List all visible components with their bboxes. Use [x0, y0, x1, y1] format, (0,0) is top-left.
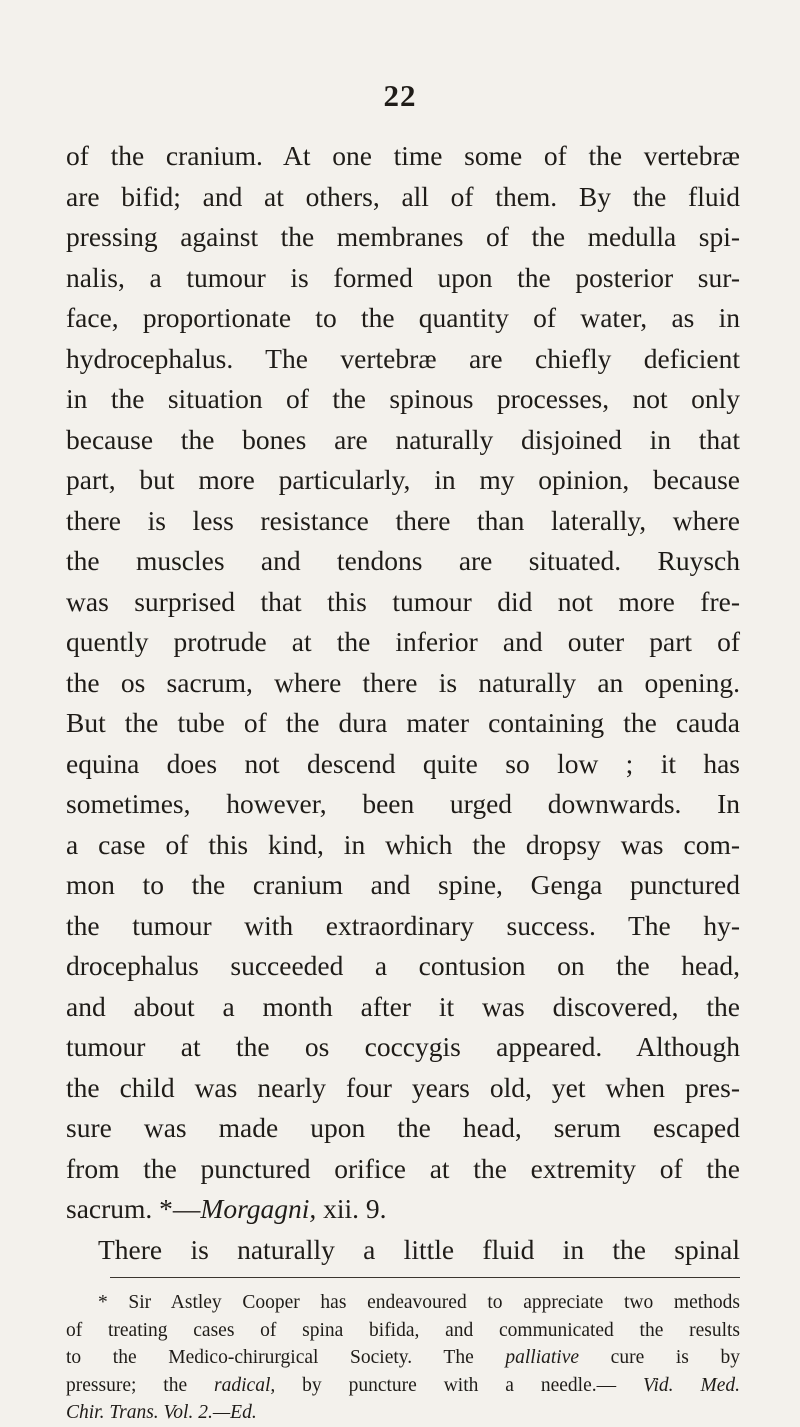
text-line: there is less resistance there than laterally, where: [66, 504, 740, 536]
text-line: sure was made upon the head, serum escaped: [66, 1112, 740, 1143]
text-line: are bifid; and at others, all of them. By the fluid: [66, 180, 740, 212]
footnote-text: pressure; the: [66, 1374, 215, 1396]
text-line: from the punctured orifice at the extremity of the: [66, 1152, 740, 1184]
footnote-italic: palliative: [505, 1347, 580, 1368]
text-line: nalis, a tumour is formed upon the posterior sur-: [66, 261, 740, 293]
text-line: a case of this kind, in which the dropsy was com-: [66, 828, 740, 860]
text-line: in the situation of the spinous processes, not only: [66, 383, 740, 414]
footnote-divider: [110, 1277, 740, 1278]
text-line: mon to the cranium and spine, Genga punctured: [66, 869, 740, 900]
text-line: because the bones are naturally disjoined in that: [66, 423, 740, 455]
footnote-line: [66, 1372, 740, 1400]
text-line: the os sacrum, where there is naturally an opening.: [66, 666, 740, 698]
citation-line: [66, 1189, 740, 1230]
footnote-italic: radical,: [214, 1374, 276, 1396]
text-line: hydrocephalus. The vertebræ are chiefly deficient: [66, 342, 740, 374]
text-line: the muscles and tendons are situated. Ruysch: [66, 545, 740, 576]
text-line: the tumour with extraordinary success. The hy-: [66, 909, 740, 941]
citation-suffix: xii. 9.: [316, 1193, 387, 1224]
footnote-italic: Chir. Trans. Vol. 2.—Ed.: [66, 1402, 257, 1423]
footnote-line: [66, 1399, 740, 1427]
text-line: the child was nearly four years old, yet when pres-: [66, 1071, 740, 1103]
footnote-line: of treating cases of spina bifida, and communicated the results: [66, 1319, 740, 1341]
text-line: drocephalus succeeded a contusion on the head,: [66, 950, 740, 981]
footnote-text: to the Medico-chirurgical Society. The: [66, 1347, 506, 1368]
footnote-text: by puncture with a needle.—: [275, 1374, 644, 1396]
text-line: sometimes, however, been urged downwards. In: [66, 788, 740, 819]
footnote: [66, 1289, 740, 1427]
text-line: But the tube of the dura mater containing the cauda: [66, 707, 740, 738]
text-line: tumour at the os coccygis appeared. Although: [66, 1031, 740, 1062]
text-line: There is naturally a little fluid in the spinal: [98, 1233, 740, 1265]
citation-author: Morgagni,: [200, 1193, 317, 1224]
text-line: face, proportionate to the quantity of water, as in: [66, 302, 740, 333]
text-line: pressing against the membranes of the medulla spi-: [66, 221, 740, 252]
text-line: part, but more particularly, in my opinion, because: [66, 464, 740, 495]
footnote-italic: Vid. Med.: [643, 1374, 740, 1396]
text-line: was surprised that this tumour did not more fre-: [66, 585, 740, 617]
text-line: equina does not descend quite so low ; it has: [66, 747, 740, 779]
footnote-text: cure is by: [579, 1347, 741, 1368]
text-line: of the cranium. At one time some of the vertebræ: [66, 140, 740, 171]
body-text: [66, 136, 740, 1270]
text-line: quently protrude at the inferior and outer part of: [66, 626, 740, 657]
text-line: and about a month after it was discovered, the: [66, 990, 740, 1022]
footnote-line: * Sir Astley Cooper has endeavoured to appreciate two methods: [98, 1292, 740, 1313]
citation-prefix: sacrum. *—: [66, 1193, 201, 1224]
footnote-line: [66, 1344, 740, 1372]
page-number: 22: [383, 78, 417, 113]
